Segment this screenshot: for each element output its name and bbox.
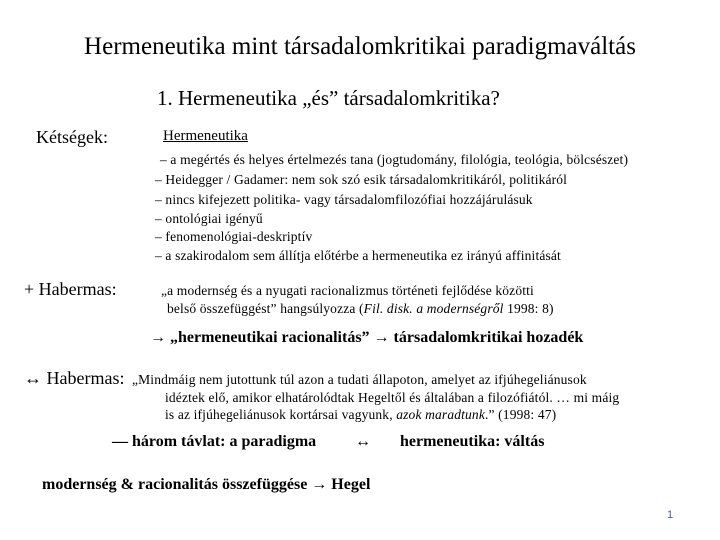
doubt-item: – Heidegger / Gadamer: nem sok szó esik társadalomkritikáról, politikáról [155, 172, 568, 187]
rationality-arrow-line: → „hermeneutikai racionalitás” → társadalomkritikai hozadék [150, 329, 584, 346]
doubt-item: – nincs kifejezett politika- vagy társadalomfilozófiai hozzájárulásuk [155, 192, 533, 207]
perspective-left: — három távlat: a paradigma [112, 433, 317, 450]
habermas-quote-line [167, 301, 554, 317]
habermas-label-bidirectional: ↔ Habermas: [24, 368, 125, 388]
source-title: Fil. disk. a modernségről [363, 301, 504, 316]
slide-subtitle: 1. Hermeneutika „és” társadalomkritika? [157, 86, 500, 110]
quote-text: belső összefüggést” hangsúlyozza ( [167, 301, 364, 316]
habermas-quote-line [165, 407, 556, 423]
habermas-label-plus: + Habermas: [24, 279, 117, 299]
habermas-quote-line: „Mindmáig nem jutottunk túl azon a tudati állapoton, amelyet az ifjúhegeliánusok [132, 372, 587, 387]
bidirectional-arrow: ↔ [355, 433, 371, 450]
slide-title: Hermeneutika mint társadalomkritikai paradigmaváltás [84, 33, 636, 60]
doubt-item: – a megértés és helyes értelmezés tana (jogtudomány, filológia, teológia, bölcsészet) [160, 152, 629, 167]
perspective-right: hermeneutika: váltás [400, 433, 545, 450]
doubts-label: Kétségek: [36, 127, 108, 147]
doubt-item: – fenomenológiai-deskriptív [155, 229, 313, 244]
quote-text: is az ifjúhegeliánusok kortársai vagyunk, [165, 407, 397, 422]
quote-year: 1998: 8) [503, 301, 554, 316]
conclusion-line: modernség & racionalitás összefüggése → Hegel [42, 476, 371, 493]
quote-emphasis: azok maradtunk [396, 407, 485, 422]
doubt-item: – a szakirodalom sem állítja előtérbe a hermeneutika ez irányú affinitását [155, 248, 561, 263]
habermas-quote-line: idéztek elő, amikor elhatárolódtak Hegeltől és általában a filozófiától. … mi máig [165, 390, 620, 405]
page-number: 1 [667, 509, 674, 521]
doubt-item: – ontológiai igényű [155, 211, 263, 226]
habermas-quote-line: „a modernség és a nyugati racionalizmus történeti fejlődése közötti [161, 283, 534, 298]
quote-year: .” (1998: 47) [484, 407, 557, 422]
hermeneutics-heading: Hermeneutika [163, 128, 248, 144]
